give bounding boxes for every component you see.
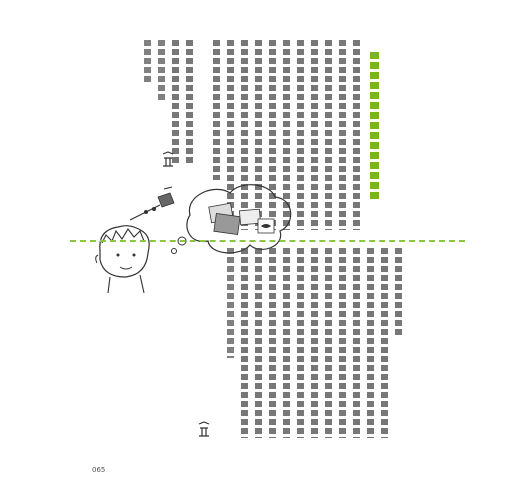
fish-sign-icon: [258, 219, 274, 233]
quill-icon: [130, 187, 174, 220]
page-footer: [92, 466, 117, 474]
section-divider: [70, 240, 465, 242]
books-icon: [209, 203, 261, 234]
page-number: 065: [92, 466, 106, 474]
signature-mark-lower: [196, 420, 212, 440]
lower-body-text: [225, 248, 405, 443]
section-heading: [370, 52, 379, 202]
signature-mark-upper: [160, 150, 176, 170]
thinking-boy-icon: [96, 226, 149, 293]
